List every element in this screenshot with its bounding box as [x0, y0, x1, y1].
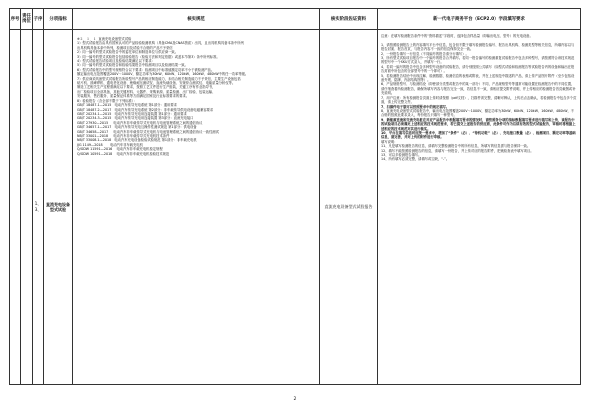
standard-line: 出厂检验项目全部具备，其他关键材料、元器件、采购来源、质量检测、出厂检验、包装运输、	[77, 89, 216, 94]
standard-line: 6）型式试验报告中的型号规格符合以下要求：检测项目中标准值额定功率不小于被检测产品。	[77, 67, 215, 72]
standard-line: GB/T 18487.1—2015 电动汽车传导充电系统 第1部分：通用要求	[77, 103, 177, 108]
ecp-line: 4、若同一编号的报告中包含多种型号设备的试验报告，请分别按照公式填写（如型式试验和检测报告等试验报告内的设备和输出在报告封面中所包含的全部型号中的一个即可）。	[381, 64, 575, 74]
ecp-line: 5、若检测报告结论中出现注解、检测数据、检测信息的表格或附表，并在上述规范中描述的产品，请上传产品图片附件（至少包括设备外观、铭牌、内部结构图等）。	[381, 73, 575, 83]
ecp-line: 10、平台在填写信息时应统一要求中，增加了“条件”（必）、“待机功耗”（必）、充电接口数量（必）、检测项目、额定功率等基础信息，请完善，并对上传的附件进行审核。	[381, 130, 576, 140]
cell-evidence: 直流充电设备型式试验报告	[320, 30, 378, 385]
ecp-line: 1、请按照检测报告上的内容填写平台中信息，包含但不限于填写检测报告编号、报告出具机构、检测类型等相关信息，所填内容以与报告封面、报告首页，与报告内容不一致的信息保持完全一致。	[381, 42, 575, 52]
header-row	[10, 9, 581, 30]
cell-seq	[10, 30, 21, 385]
standard-line: NB/T 33001—2018 电动汽车非车载传导式充电机技术条件	[77, 133, 170, 138]
ecp-line: 8、直流充电设备型式试验报告中，输出电压范围覆盖200V～1000V，额定功率为30kW、60kW、120kW、160kW、480kW，不合格的按照此要求录入，每份报告只填写一种型号。	[381, 108, 575, 118]
standard-line: 3）同一编号的型式试验报告包括检验报告（检验方法和判定依据）或盖本节第3）条中所列标准。	[77, 54, 220, 59]
standard-line: ※２．１．１ 直流充电设备型式试验	[77, 37, 132, 41]
standard-line: 2）同一编号的型式试验报告中的委托单位和制造单位与供应商一致。	[77, 50, 179, 55]
cell-ecp-requirement	[378, 30, 581, 385]
ecp-line: 注意：在填写检测报告条件中的“资料描述”字段时，选择包含样品量（即输出电压、型号）的充电设备。	[381, 34, 533, 38]
standard-line: GB/T 27930—2015 电动汽车非车载传导式充电机与电池管理系统之间的通信协议	[77, 120, 203, 125]
header-subseq: 子序	[33, 9, 44, 30]
standard-line: 1）型式试验报告由具有国家认可的产品检验检测机构（具备CMA及CNAS资质）出具，且出具机构具备本条中所列	[77, 41, 244, 46]
ecp-line: 6、产品规格型号、与检测结论（即使部分类型或报告中的某一部分）不同，产品规格型号等通常可能设置在检测报告中的不同位置，请仔细查看所检测报告，确保所填写内容与报告完全一致，若信息不一致，请相应提交附件说明，并上传相应的检测报告首页截图或补充说明。	[381, 82, 576, 96]
page-number: 2	[293, 397, 297, 402]
standard-line: GB/T 18487.2—2017 电动汽车传导充电系统 第2部分：非车载传导供电设备电磁兼容要求	[77, 107, 214, 112]
ecp-line: 11、凡是填写检测报告的信息，请填写完整检测报告中的所有信息，所填写的信息需与报告保持一致。	[381, 144, 531, 149]
standard-line: 贴片机、波峰焊机、通电老化设备、绝缘耐压测试仪、直流负载设备、安规综合测试仪、电能质量分析仪等。	[77, 81, 236, 86]
standard-line: 7）供应商须具备型式试验报告所检型号产品的相应制造能力，未结合相关制造能力不予采信，主要生产设备包括	[77, 76, 241, 81]
spec-table	[9, 8, 581, 385]
ecp-line: 7、扫描件电子版可以按照要求中的规定填写。	[381, 104, 450, 109]
standard-line: Q/GDW 10591—2018 电动汽车非车载充电机检验技术规范	[77, 151, 170, 156]
standard-line: Q/GDW 11591—2016 电动汽车非车载充电机检定规程	[77, 147, 163, 152]
standard-line: 额定输出电压范围覆盖200V～1000V，额定功率为30kW、60kW、120kW、160kW、480kW中的任一功率等级。	[77, 72, 249, 77]
cell-item: 直流充电设备型式试验	[44, 30, 73, 385]
ecp-line: 3、所有型式试验项目报告中一个编号的报告合并填写。若同一报告编号的检测重复试验报告中包含多种型号，请按照符合该技术规范的型号中一个SKU方式录入，并填写一行。	[381, 56, 575, 65]
ecp-line: 14、所有填写必须完整，请填写或空缺，“-”。	[381, 157, 450, 162]
ecp-line: 9、新能源直流和交流充电桩在对应产品报告中根据填写要求的情况时，请按照各分项的指标数据填写要求进行填写和上传，该报告中的试验项目必须满足上述相应的技术规范要求，若已提交上述报告的供应商，此条件可作为后续有效的型式试验报告，审核时将根据上述相应的技术规范对其进行核实。	[381, 117, 576, 131]
standard-line: 5）同一编号的型式试验报告和检验结果报告中检测项目以及检测结果一致。	[77, 63, 188, 68]
cell-role	[21, 30, 33, 385]
standard-line: 出具机构具备本条中所列，检测项目及试验不合格的产品不予采信	[77, 45, 173, 50]
standard-line: 安装服务、售后服务、质量保证体系等方面满足国家及行业标准要求的要求。	[77, 94, 190, 99]
standard-line: GB/T 34657.1—2017 电动汽车传导充电互操作性测试规范 第1部分：供电设备	[77, 125, 197, 130]
ecp-line: 13、可以多检测报告填写。	[381, 152, 422, 157]
standard-line: GB/T 20234.1—2015 电动汽车传导充电用连接装置 第1部分：通用要求	[77, 111, 187, 116]
header-standard: 核实规范	[73, 9, 320, 30]
standard-line: NB/T 33008.1—2018 电动汽车充电设备检验试验规范 第1部分：非车载充电机	[77, 138, 197, 143]
standard-line: 4）型式试验报告试验项目及检验结果满足以下要求：	[77, 59, 155, 64]
standard-line: JJG 1149—2018 电动汽车非车载充电机	[77, 142, 143, 147]
header-role: 责任 岗位	[21, 9, 33, 30]
standard-line: 8）检验报告（含全部不限于下列标准）：	[77, 98, 137, 103]
ecp-line: 7、用户注意：所有检测报告页面上传时请按照（pdf文档），扫描件须完整，清晰可辨认，上传后点击确认，若检测报告中包含多个页面，请上传完整文件。	[381, 95, 577, 105]
header-evidence: 核实阶段佐证资料	[320, 9, 378, 30]
table-row	[10, 30, 581, 385]
header-seq: 序号	[10, 9, 21, 30]
cell-subseq: 1、3、	[33, 30, 44, 385]
header-ecp-requirement: 新一代电子商务平台（ECP2.0）字段填写要求	[378, 9, 581, 30]
header-item: 分项指标	[44, 9, 73, 30]
cell-standard	[73, 30, 320, 385]
standard-line: GB/T 20234.3—2015 电动汽车传导充电用连接装置 第3部分：直流充电接口	[77, 116, 194, 121]
ecp-line: 2、一份报告填写一行信息（不同编号的报告请分行填写）。	[381, 51, 469, 56]
standard-line: 制造工艺相关生产过程需满足以下要求，按照工艺文件进行生产组装，关键工序有作业指导书，	[77, 85, 216, 90]
ecp-line: 12、填写不能按照检测报告的信息，请填写一份报告，并上传对应的报告附件，把就检查表中填写项目。	[381, 148, 534, 153]
standard-line: GB/T 34658—2017 电动汽车非车载传导式充电机与电池管理系统之间的通信协议一致性测试	[77, 129, 219, 134]
ecp-line: 填写说明：	[381, 139, 398, 144]
